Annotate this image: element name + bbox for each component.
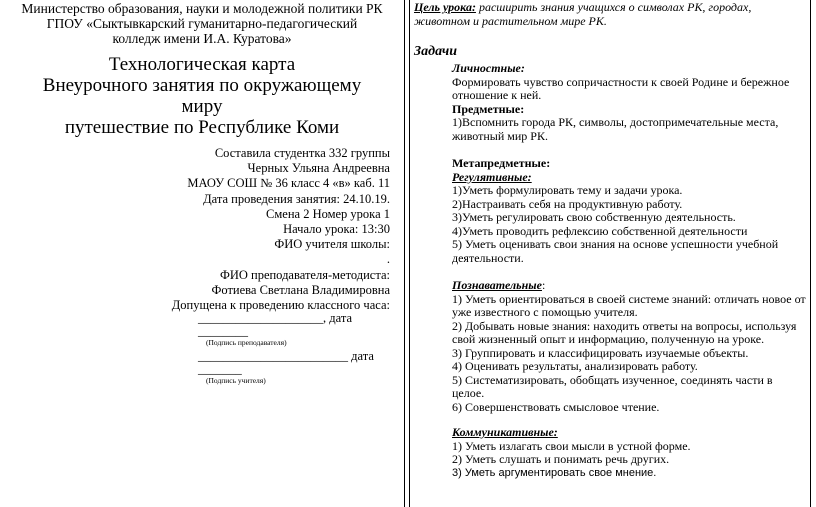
cognitive-item-2: 2) Добывать новые знания: находить ответы на вопросы, используя свой жизненный опыт и информацию, полученную на уроке.	[452, 318, 797, 346]
cognitive-item-6: 6) Совершенствовать смысловое чтение.	[452, 399, 660, 414]
communicative-label: Коммуникативные:	[452, 425, 558, 439]
ministry-line: Министерство образования, науки и молодежной политики РК	[21, 1, 383, 16]
regulative-item-2: 2)Настраивать себя на продуктивную работу.	[452, 196, 683, 211]
cognitive-heading	[452, 279, 807, 293]
meta-author: Составила студентка 332 группы	[214, 146, 390, 160]
meta-start: Начало урока: 13:30	[283, 222, 390, 237]
regulative-label: Регулятивные:	[452, 169, 532, 184]
meta-shift: Смена 2 Номер урока 1	[266, 206, 390, 221]
page-border-right	[810, 0, 811, 507]
signature-line-2: ________________________ дата _______	[198, 349, 374, 376]
meta-approval: Допущена к проведению классного часа:	[171, 298, 390, 313]
meta-author-name: Черных Ульяна Андреевна	[247, 161, 390, 176]
meta-methodist-label: ФИО преподавателя-методиста:	[219, 267, 390, 282]
document-title	[0, 54, 404, 138]
column-divider-left	[404, 0, 405, 507]
tasks-list	[452, 62, 807, 480]
meta-methodist-name: Фотиева Светлана Владимировна	[211, 282, 390, 297]
personal-text: Формировать чувство сопричастности к своей Родине и бережное отношение к ней.	[452, 74, 790, 102]
institution-header	[0, 1, 404, 46]
cognitive-item-5: 5) Систематизировать, обобщать изученное, соединять части в целое.	[452, 372, 773, 400]
metasubject-label: Метапредметные:	[452, 156, 551, 170]
communicative-item-1: 1) Уметь излагать свои мысли в устной форме.	[452, 438, 691, 453]
communicative-item-2: 2) Уметь слушать и понимать речь других.	[452, 452, 670, 466]
subject-label: Предметные:	[452, 101, 525, 116]
title-line-1: Технологическая карта	[108, 54, 296, 75]
college-line-2: колледж имени И.А. Куратова»	[112, 31, 292, 46]
title-line-4: путешествие по Республике Коми	[64, 117, 340, 138]
cognitive-label: Познавательные	[452, 278, 542, 292]
signature-line-1: ____________________, дата ________	[198, 311, 352, 338]
lesson-meta	[0, 146, 404, 313]
subject-text: 1)Вспомнить города РК, символы, достопримечательные места, животный мир РК.	[452, 115, 779, 143]
cognitive-item-1: 1) Уметь ориентироваться в своей системе знаний: отличать новое от уже известного с помощью учителя.	[452, 291, 806, 319]
meta-teacher-label: ФИО учителя школы:	[274, 237, 390, 252]
signature-block	[198, 312, 398, 385]
signature-caption-1: (Подпись преподавателя)	[206, 338, 287, 347]
cognitive-item-3: 3) Группировать и классифицировать изучаемые объекты.	[452, 345, 749, 360]
signature-caption-2: (Подпись учителя)	[206, 376, 266, 385]
personal-label: Личностные:	[452, 61, 525, 75]
regulative-item-3: 3)Уметь регулировать свою собственную деятельность.	[452, 210, 736, 224]
regulative-item-4: 4)Уметь проводить рефлексию собственной деятельности	[452, 223, 748, 238]
communicative-item-3: 3) Уметь аргументировать свое мнение.	[452, 466, 657, 479]
title-page-column	[0, 0, 404, 507]
regulative-item-5: 5) Уметь оценивать свои знания на основе успешности учебной деятельности.	[452, 237, 779, 265]
goal-text: расширить знания учащихся о символах РК, городах, животном и растительном мире РК.	[414, 0, 752, 28]
title-line-3: миру	[181, 96, 223, 117]
college-line-1: ГПОУ «Сыктывкарский гуманитарно-педагогический	[46, 16, 358, 31]
meta-teacher-value: .	[386, 252, 390, 267]
tasks-heading: Задачи	[414, 44, 458, 59]
goals-column	[410, 0, 810, 507]
meta-date: Дата проведения занятия: 24.10.19.	[203, 191, 390, 206]
cognitive-colon: :	[541, 278, 546, 292]
regulative-item-1: 1)Уметь формулировать тему и задачи урока.	[452, 183, 683, 197]
goal-label: Цель урока:	[414, 0, 476, 14]
lesson-goal	[414, 1, 804, 28]
title-line-2: Внеурочного занятия по окружающему	[42, 75, 362, 96]
cognitive-item-4: 4) Оценивать результаты, анализировать работу.	[452, 359, 698, 373]
meta-school: МАОУ СОШ № 36 класс 4 «в» каб. 11	[187, 176, 390, 191]
